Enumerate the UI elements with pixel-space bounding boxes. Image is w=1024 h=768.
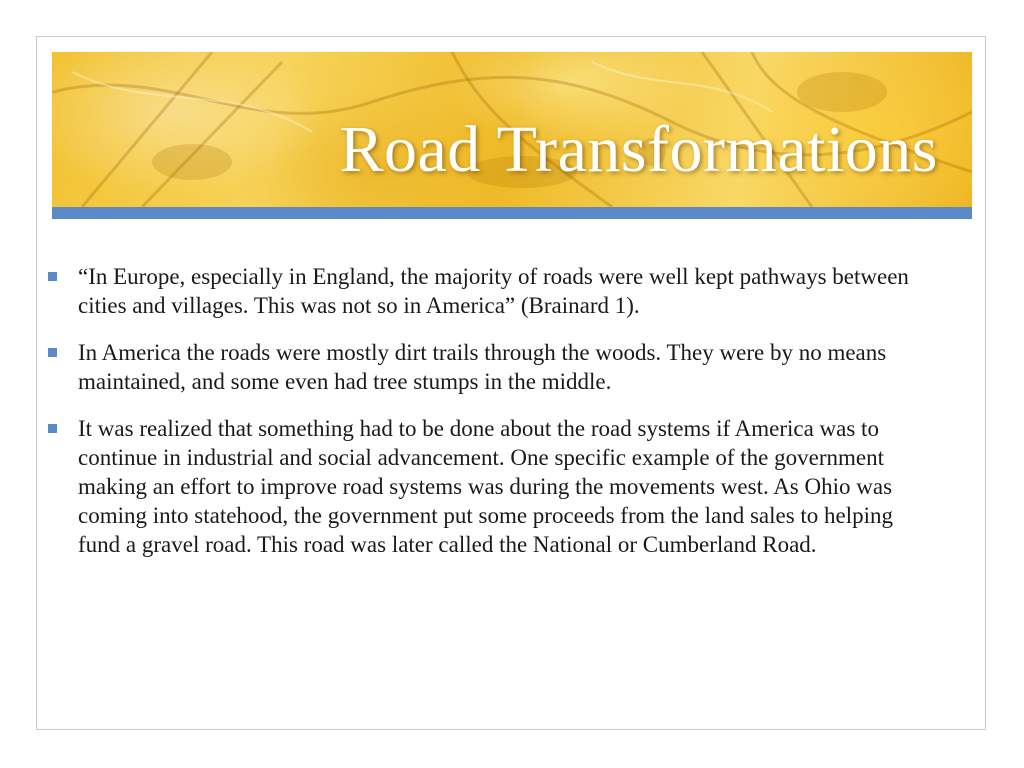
- square-bullet-icon: [48, 348, 57, 357]
- bullet-item: [48, 262, 928, 320]
- bullet-text: In America the roads were mostly dirt trails through the woods. They were by no means maintained, and some even had tree stumps in the middle.: [78, 340, 887, 394]
- square-bullet-icon: [48, 424, 57, 433]
- bullet-text: It was realized that something had to be done about the road systems if America was to continue in industrial and social advancement. One specific example of the government making an effort to improve road systems was during the movements west. As Ohio was coming into statehood, the government put some proceeds from the land sales to helping fund a gravel road. This road was later called the National or Cumberland Road.: [78, 416, 894, 557]
- title-underline-bar: [52, 207, 972, 219]
- square-bullet-icon: [48, 272, 57, 281]
- bullet-list: [48, 262, 928, 577]
- slide-title: Road Transformations: [339, 113, 938, 186]
- bullet-item: [48, 338, 928, 396]
- bullet-text: “In Europe, especially in England, the majority of roads were well kept pathways between cities and villages. This was not so in America” (Brainard 1).: [78, 264, 909, 318]
- title-banner: [52, 52, 972, 207]
- bullet-item: [48, 414, 928, 559]
